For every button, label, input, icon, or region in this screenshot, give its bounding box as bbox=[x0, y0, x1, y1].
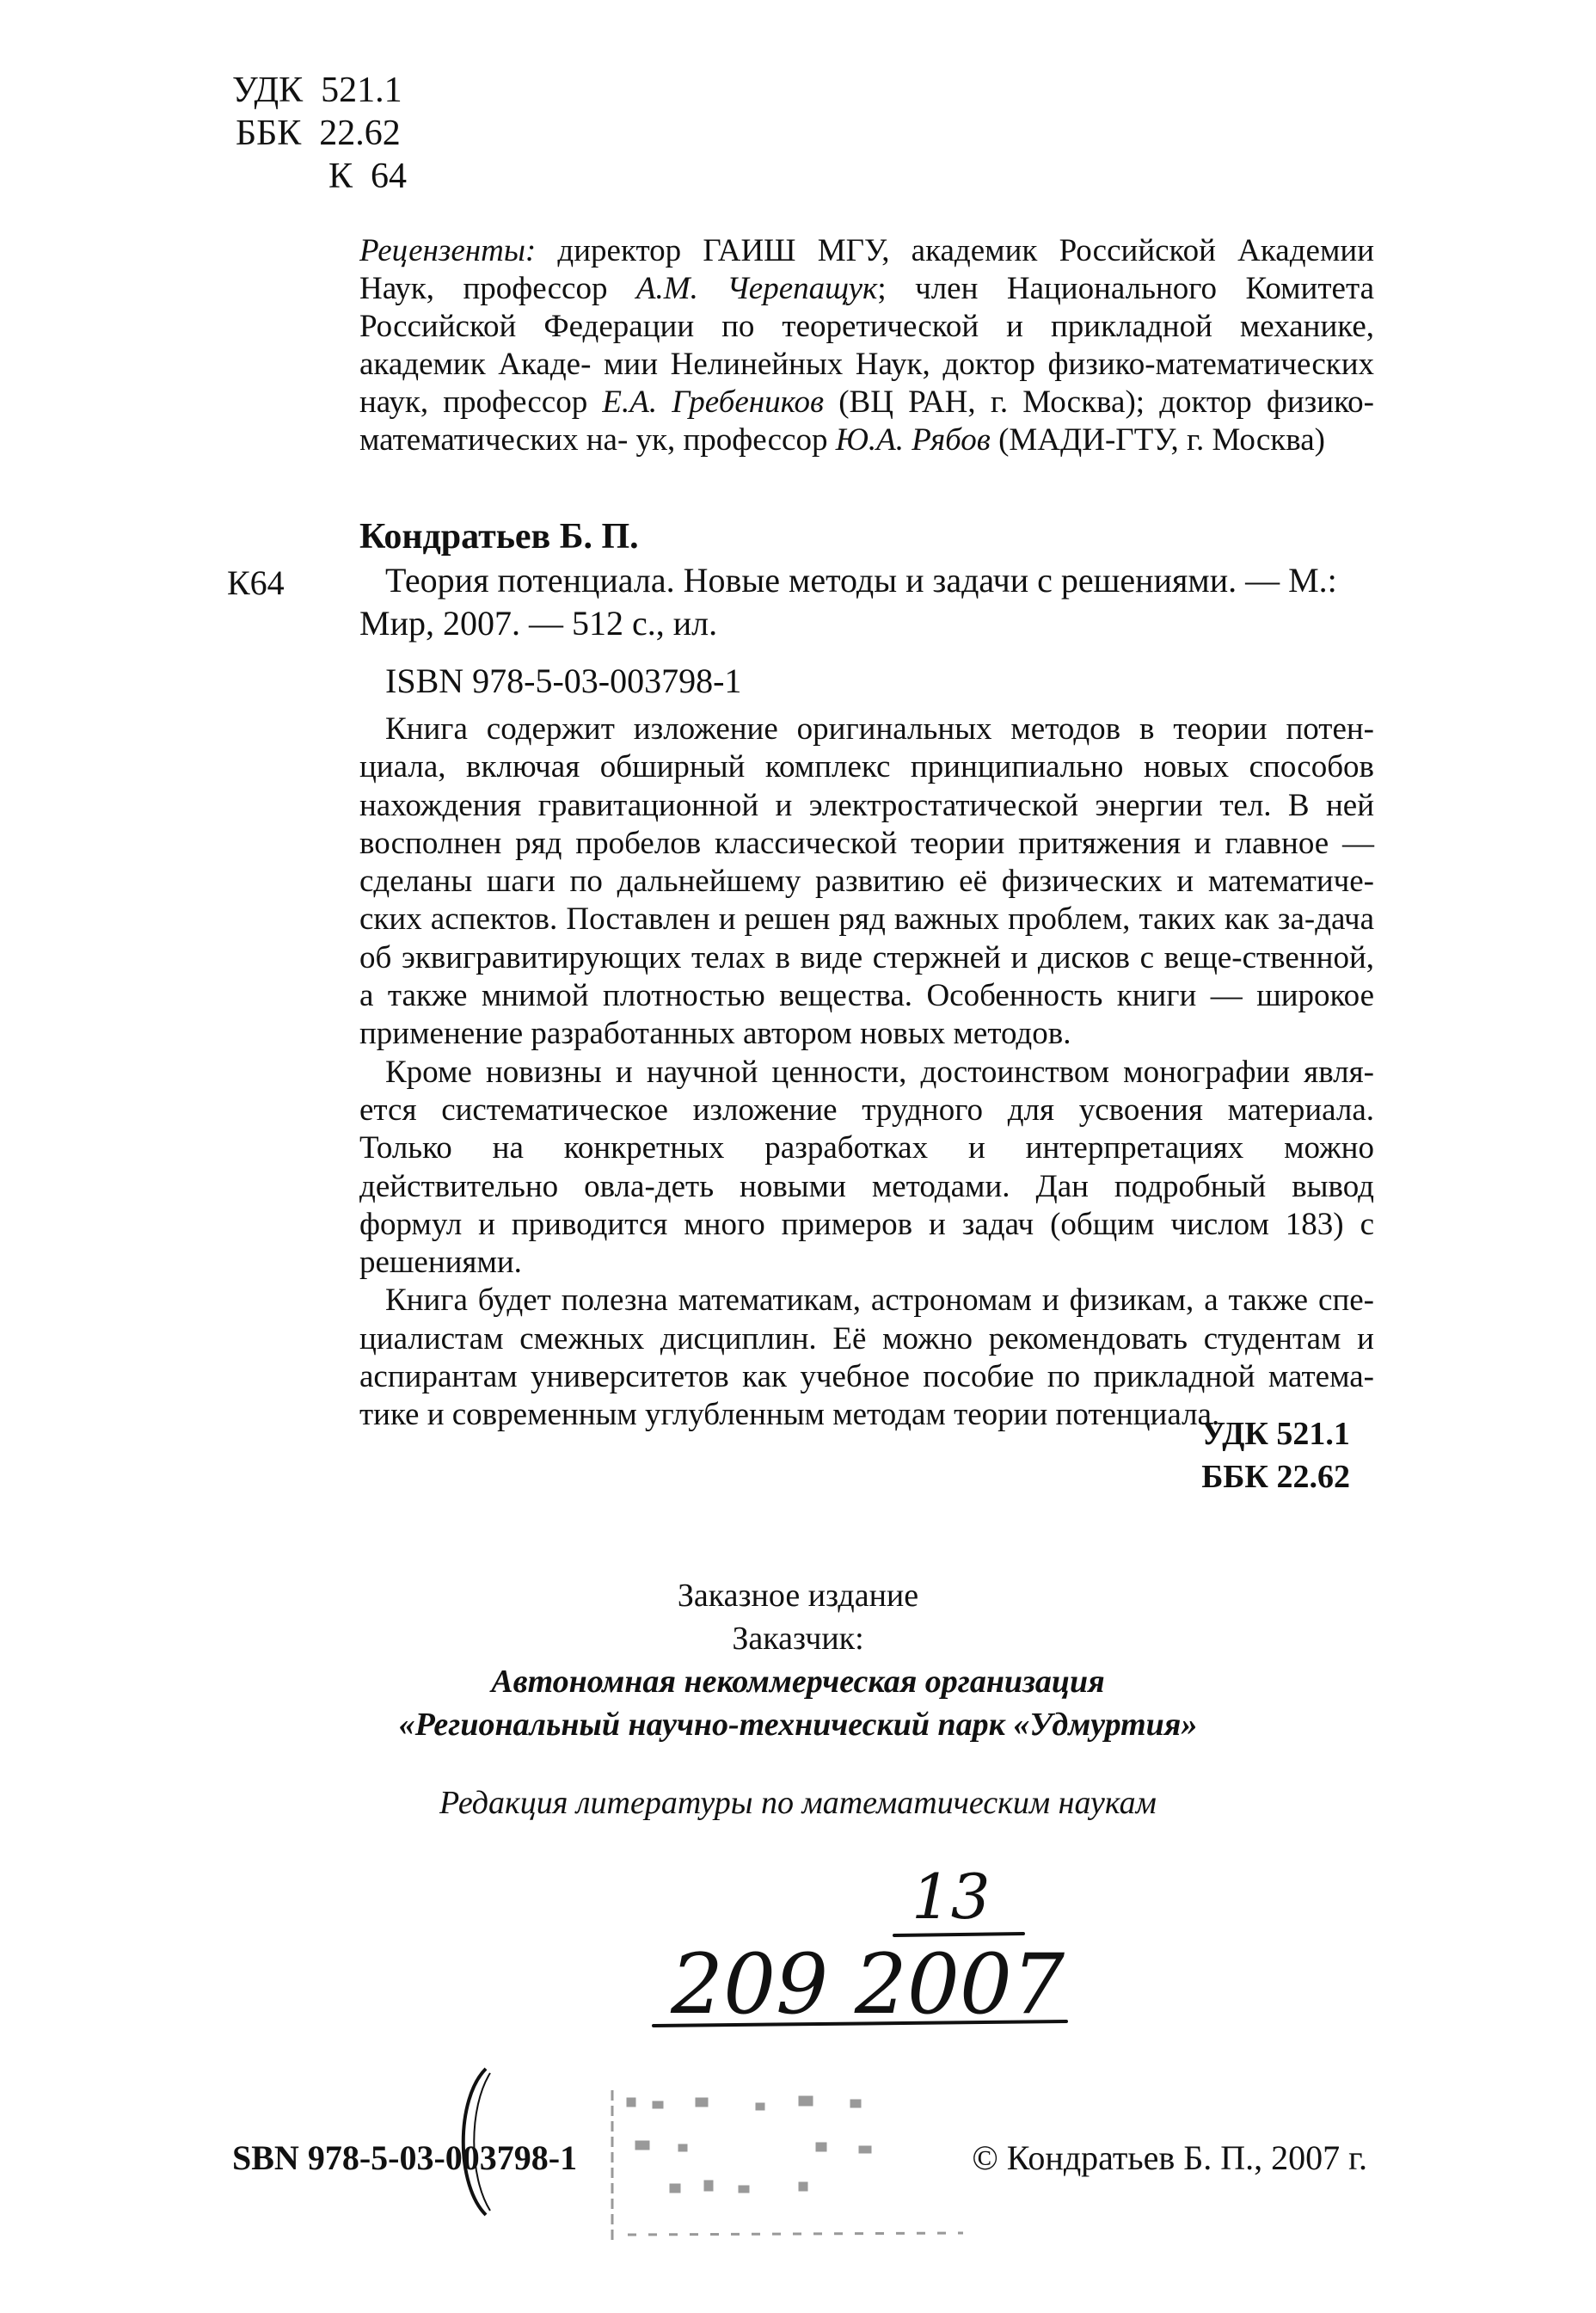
udk-code-bottom: УДК 521.1 bbox=[1201, 1416, 1350, 1452]
copyright: © Кондратьев Б. П., 2007 г. bbox=[972, 2138, 1367, 2177]
udk-code: УДК 521.1 bbox=[232, 71, 402, 110]
annotation-paragraph: Книга будет полезна математикам, астрономам и физикам, а также спе-циалистам смежных дисциплин. Её можно рекомендовать студентам и аспирантам университетов как учебное пособие по прикладной матема-тике и современным углубленным методам теории потенциала. bbox=[359, 1283, 1374, 1433]
reviewer-name: Ю.А. Рябов bbox=[835, 422, 991, 458]
reviewers-label: Рецензенты: bbox=[359, 233, 537, 268]
reviewer-name: Е.А. Гребеников bbox=[602, 384, 825, 420]
customer-park: «Региональный научно-технический парк «Удмуртия» bbox=[398, 1707, 1198, 1743]
handwritten-top: 13 bbox=[912, 1861, 991, 1933]
bbk-code-bottom: ББК 22.62 bbox=[1201, 1459, 1350, 1495]
footer-line bbox=[232, 2120, 1367, 2224]
editorial-office: Редакция литературы по математическим наукам bbox=[439, 1785, 1157, 1821]
customer-org: Автономная некоммерческая организация bbox=[491, 1664, 1105, 1700]
reviewer-name: А.М. Черепащук bbox=[635, 271, 878, 306]
udk-top-block bbox=[232, 69, 407, 198]
book-title-line: Теория потенциала. Новые методы и задачи с решениями. — М.: bbox=[385, 561, 1337, 600]
order-block bbox=[0, 1574, 1596, 1746]
book-code: К64 bbox=[227, 563, 285, 602]
book-imprint-line: Мир, 2007. — 512 с., ил. bbox=[359, 604, 718, 643]
author-mark: К 64 bbox=[328, 157, 408, 196]
reviewers-text: директор ГАИШ МГУ, академик Российской Академии Наук, bbox=[359, 233, 1374, 306]
customer-label: Заказчик: bbox=[732, 1621, 864, 1657]
book-title-block bbox=[359, 559, 1376, 645]
order-type: Заказное издание bbox=[677, 1578, 919, 1614]
handwritten-bottom: 209 2007 bbox=[671, 1936, 1065, 2033]
udk-bottom-block bbox=[1201, 1412, 1350, 1498]
isbn: ISBN 978-5-03-003798-1 bbox=[385, 661, 742, 700]
bbk-code: ББК 22.62 bbox=[236, 114, 401, 153]
footer-isbn: SBN 978-5-03-003798-1 bbox=[232, 2138, 578, 2177]
annotation bbox=[359, 711, 1374, 1435]
reviewers-block: Рецензенты: директор ГАИШ МГУ, академик Российской Академии Наук, профессор А.М. Черепащук; член Национального Комитета Российской Федерации по теоретической и прикладной механике, академик Акаде- мии Нелинейных Наук, доктор физико-математических наук, профессор Е.А. Гребеников (ВЦ РАН, г. Москва); доктор физико-математических на- ук, профессор Ю.А. Рябов (МАДИ-ГТУ, г. Москва) bbox=[359, 233, 1375, 458]
handwritten-inventory-number bbox=[619, 1849, 1101, 2047]
annotation-paragraph: Книга содержит изложение оригинальных методов в теории потен-циала, включая обширный комплекс принципиально новых способов нахождения гравитационной и электростатической энергии тел. В ней восполнен ряд пробелов классической теории притяжения и главное — сделаны шаги по дальнейшему развитию её физических и математиче-ских аспектов. Поставлен и решен ряд важных проблем, таких как за-дача об эквигравитирующих телах в виде стержней и дисков с веще-ственной, а также мнимой плотностью вещества. Особенность книги — широкое применение разработанных автором новых методов. bbox=[359, 711, 1374, 1052]
annotation-paragraph: Кроме новизны и научной ценности, достоинством монографии явля-ется систематическое изложение трудного для усвоения материала. Только на конкретных разработках и интерпретациях можно действительно овла-деть новыми методами. Дан подробный вывод формул и приводится много примеров и задач (общим числом 183) с решениями. bbox=[359, 1054, 1374, 1281]
book-author: Кондратьев Б. П. bbox=[359, 517, 639, 557]
